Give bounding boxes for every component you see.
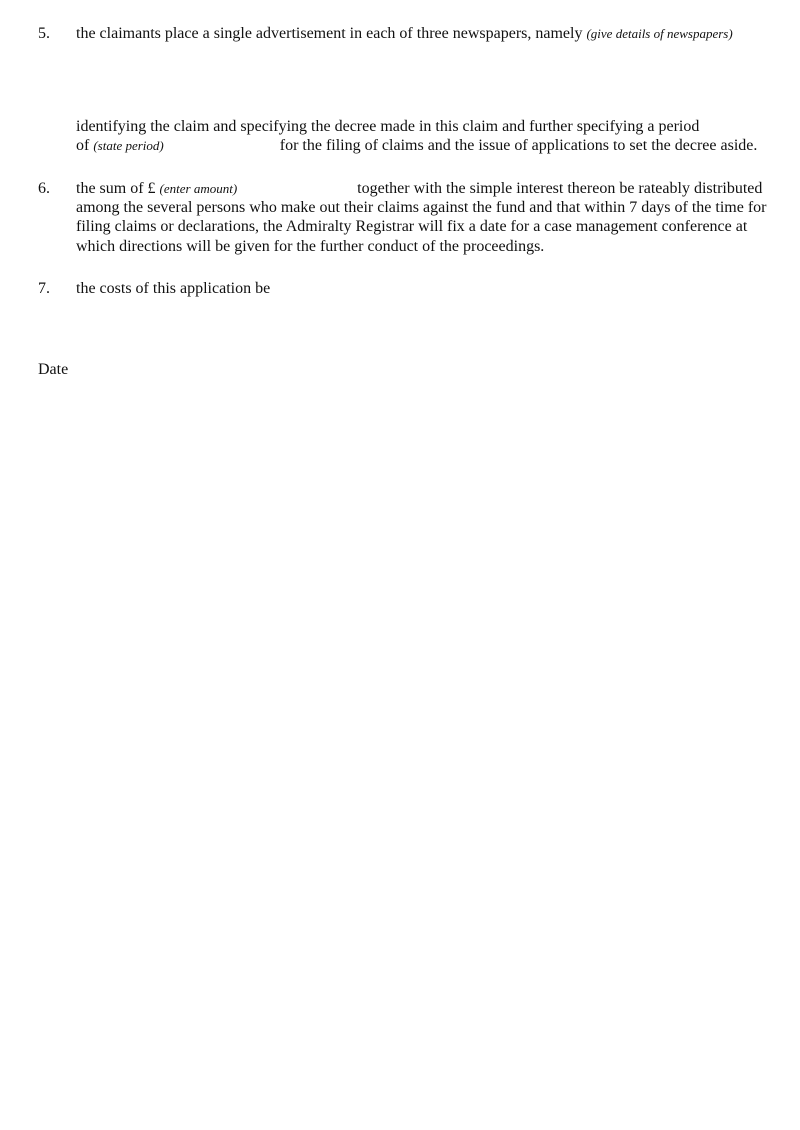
item-5-line-2: identifying the claim and specifying the decree made in this claim and further specifying a period	[76, 118, 700, 135]
item-5-line-1-text: the claimants place a single advertisement in each of three newspapers, namely	[76, 25, 583, 42]
newspapers-hint: (give details of newspapers)	[586, 26, 733, 41]
item-5-line-3-text: for the filing of claims and the issue of applications to set the decree aside.	[279, 137, 758, 154]
item-6-line-2: among the several persons who make out their claims against the fund and that within 7 days of the time for	[76, 199, 767, 216]
item-5-number: 5.	[38, 25, 50, 42]
item-6-sum-prefix: the sum of £	[76, 180, 156, 197]
item-6-line-1	[76, 179, 762, 199]
amount-hint: (enter amount)	[159, 181, 238, 196]
item-5-of-text: of	[76, 137, 90, 154]
date-label: Date	[38, 361, 69, 378]
item-6-line-1-text: together with the simple interest thereon be rateably distributed	[357, 180, 763, 197]
item-6-line-3: filing claims or declarations, the Admiralty Registrar will fix a date for a case management conference at	[76, 218, 748, 235]
item-5-line-3	[76, 136, 757, 156]
item-5-line-1	[76, 24, 733, 44]
item-6-line-4: which directions will be given for the further conduct of the proceedings.	[76, 238, 545, 255]
item-6-number: 6.	[38, 180, 50, 197]
item-7-number: 7.	[38, 280, 50, 297]
item-7-text: the costs of this application be	[76, 280, 271, 297]
period-hint: (state period)	[93, 138, 164, 153]
